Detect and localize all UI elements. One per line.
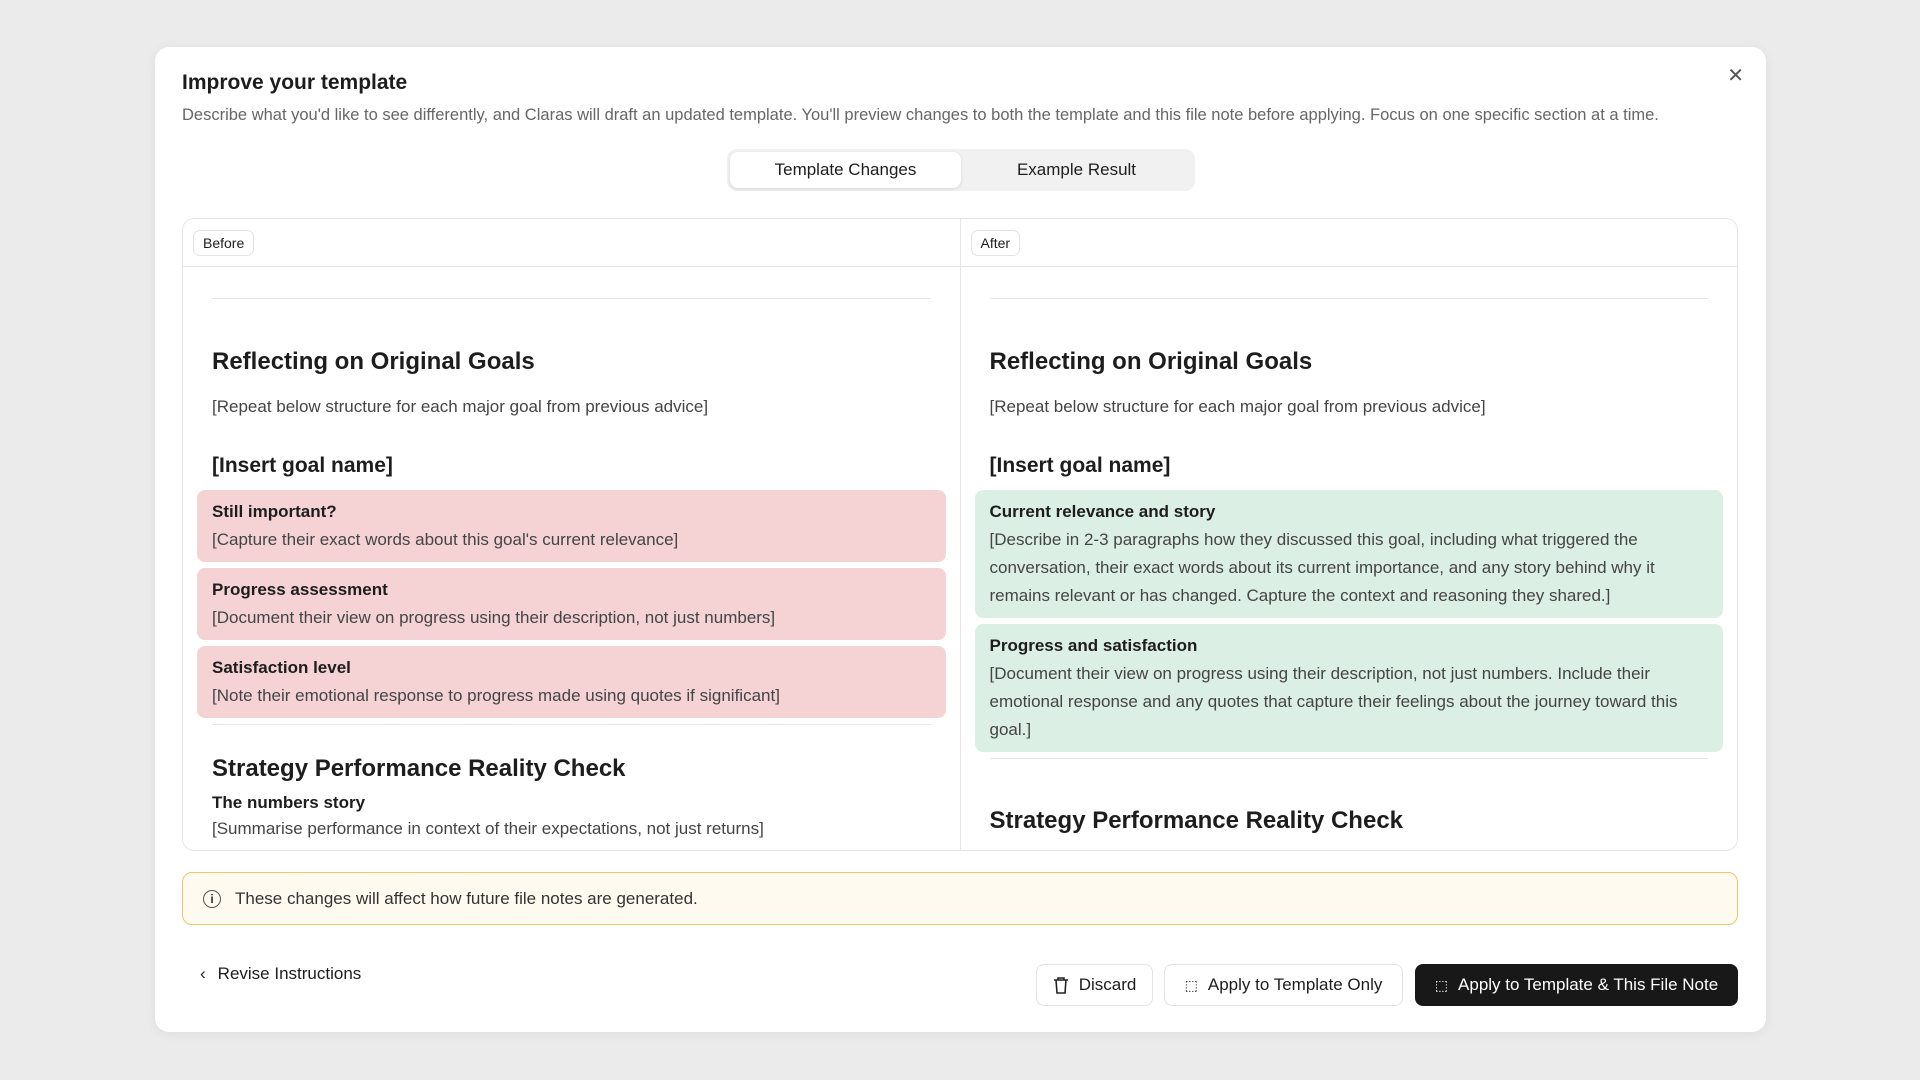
section-heading: Reflecting on Original Goals	[989, 348, 1313, 375]
added-block	[975, 624, 1724, 752]
block-text: [Describe in 2-3 paragraphs how they discussed this goal, including what triggered the conversation, their exact words about its current importance, and any story behind why it remains relevant or has changed. Capture the context and reasoning they shared.]	[989, 530, 1655, 605]
instruction-text: [Repeat below structure for each major goal from previous advice]	[212, 397, 709, 416]
block-text: [Capture their exact words about this goal's current relevance]	[212, 530, 679, 549]
divider	[990, 298, 1709, 299]
block-title: Current relevance and story	[989, 502, 1216, 521]
section-heading: Reflecting on Original Goals	[212, 348, 535, 375]
block-text: [Note their emotional response to progress made using quotes if significant]	[212, 686, 780, 705]
revise-instructions-button[interactable]	[200, 964, 361, 984]
block-title: Progress and satisfaction	[989, 636, 1198, 655]
trash-icon	[1053, 976, 1069, 994]
apply-template-and-note-button[interactable]	[1415, 964, 1738, 1006]
apply-template-label: Apply to Template Only	[1207, 975, 1383, 994]
apply-template-only-button[interactable]	[1164, 964, 1403, 1006]
block-title: Satisfaction level	[212, 658, 351, 677]
divider	[990, 758, 1709, 759]
improve-template-modal	[155, 47, 1766, 1032]
sub-heading: The numbers story	[212, 793, 366, 812]
apply-template-icon: ⬚	[1184, 976, 1198, 993]
instruction-text: [Repeat below structure for each major goal from previous advice]	[989, 397, 1486, 416]
block-text: [Document their view on progress using their description, not just numbers. Include their emotional response and any quotes that capture their feelings about the journey toward this goal.]	[989, 664, 1678, 739]
modal-title: Improve your template	[182, 71, 408, 94]
removed-block	[197, 490, 946, 562]
goal-heading: [Insert goal name]	[989, 454, 1171, 477]
apply-both-label: Apply to Template & This File Note	[1458, 975, 1719, 994]
added-block	[975, 490, 1724, 618]
revise-label: Revise Instructions	[217, 964, 362, 983]
removed-block	[197, 568, 946, 640]
section-heading: Strategy Performance Reality Check	[212, 755, 626, 782]
discard-label: Discard	[1078, 975, 1137, 994]
after-badge: After	[971, 230, 1021, 256]
info-banner	[182, 872, 1738, 925]
goal-heading: [Insert goal name]	[212, 454, 393, 477]
chevron-left-icon: ‹	[200, 964, 206, 983]
block-title: Still important?	[212, 502, 337, 521]
after-column[interactable]	[960, 219, 1738, 850]
tab-example-result[interactable]: Example Result	[1016, 160, 1137, 179]
apply-both-icon: ⬚	[1434, 976, 1449, 993]
sub-text: [Summarise performance in context of their expectations, not just returns]	[212, 819, 764, 838]
section-heading: Strategy Performance Reality Check	[989, 807, 1404, 834]
tab-template-changes[interactable]: Template Changes	[730, 152, 961, 188]
diff-panel	[182, 218, 1738, 851]
discard-button[interactable]	[1036, 964, 1153, 1006]
view-tabs	[727, 149, 1195, 191]
before-column[interactable]	[183, 219, 960, 850]
divider	[212, 724, 931, 725]
modal-description: Describe what you'd like to see differently, and Claras will draft an updated template. You'll preview changes to both the template and this file note before applying. Focus on one specific section at a time.	[182, 106, 1659, 124]
removed-block	[197, 646, 946, 718]
before-badge: Before	[193, 230, 254, 256]
banner-text: These changes will affect how future file notes are generated.	[235, 888, 698, 908]
block-text: [Document their view on progress using their description, not just numbers]	[212, 608, 776, 627]
info-icon: i	[203, 890, 221, 908]
block-title: Progress assessment	[212, 580, 388, 599]
close-icon[interactable]: ✕	[1727, 65, 1744, 87]
divider	[212, 298, 931, 299]
